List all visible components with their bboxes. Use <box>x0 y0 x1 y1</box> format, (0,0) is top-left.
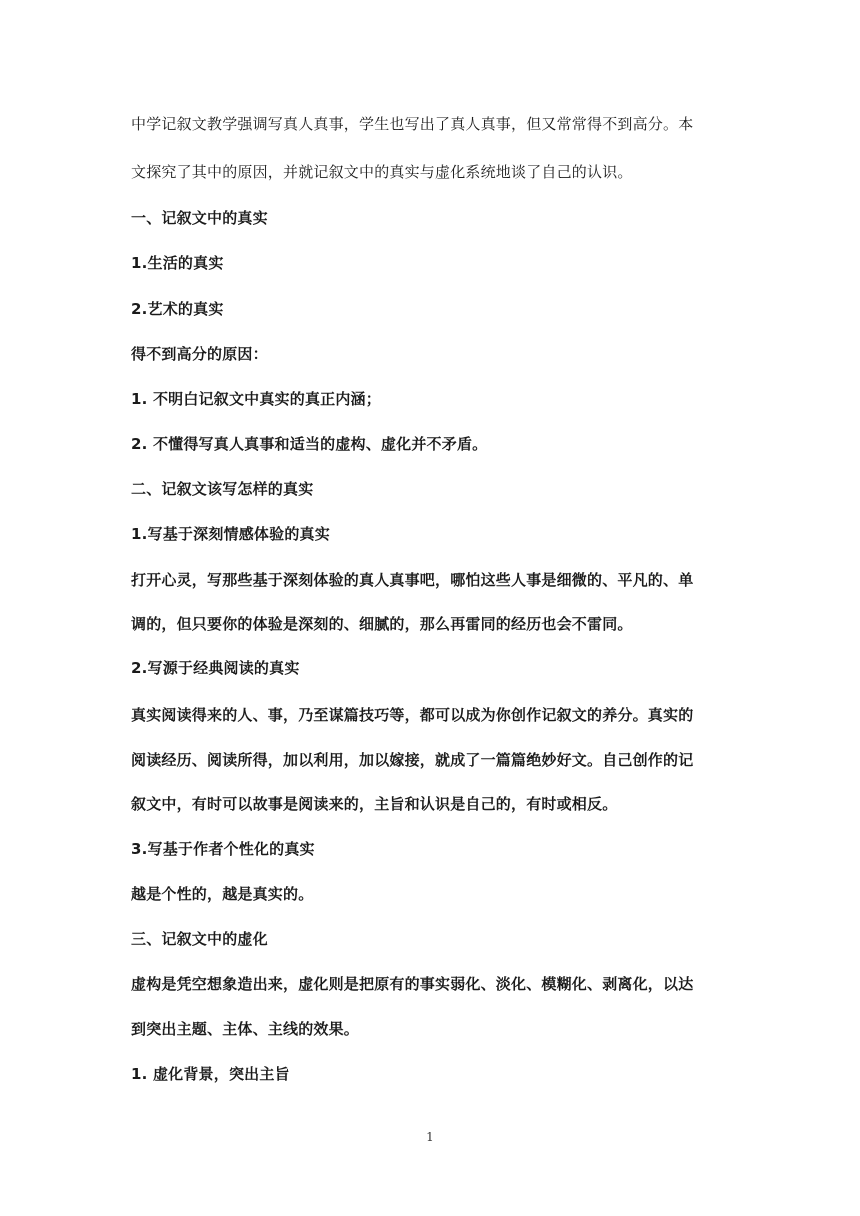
subheading-art-truth: 2.艺术的真实 <box>131 300 224 318</box>
paragraph-virtual-line-1: 虚构是凭空想象造出来，虚化则是把原有的事实弱化、淡化、模糊化、剥离化，以达 <box>131 975 694 993</box>
reason-item-2: 2. 不懂得写真人真事和适当的虚构、虚化并不矛盾。 <box>131 435 488 453</box>
subheading-emotion: 1.写基于深刻情感体验的真实 <box>131 525 330 543</box>
subheading-reading: 2.写源于经典阅读的真实 <box>131 659 300 677</box>
paragraph-emotion-line-1: 打开心灵，写那些基于深刻体验的真人真事吧，哪怕这些人事是细微的、平凡的、单 <box>131 571 694 589</box>
paragraph-reading-line-2: 阅读经历、阅读所得，加以利用，加以嫁接，就成了一篇篇绝妙好文。自己创作的记 <box>131 751 694 769</box>
reason-item-1: 1. 不明白记叙文中真实的真正内涵； <box>131 390 381 408</box>
subheading-personal: 3.写基于作者个性化的真实 <box>131 840 315 858</box>
subheading-background: 1. 虚化背景，突出主旨 <box>131 1065 290 1083</box>
subheading-life-truth: 1.生活的真实 <box>131 254 224 272</box>
section-heading-1: 一、记叙文中的真实 <box>131 209 268 227</box>
paragraph-line-2: 文探究了其中的原因，并就记叙文中的真实与虚化系统地谈了自己的认识。 <box>131 163 633 181</box>
section-heading-3: 三、记叙文中的虚化 <box>131 930 268 948</box>
paragraph-reading-line-1: 真实阅读得来的人、事，乃至谋篇技巧等，都可以成为你创作记叙文的养分。真实的 <box>131 706 694 724</box>
page-number: 1 <box>426 1130 434 1144</box>
paragraph-reading-line-3: 叙文中，有时可以故事是阅读来的，主旨和认识是自己的，有时或相反。 <box>131 795 618 813</box>
reasons-heading: 得不到高分的原因： <box>131 345 268 363</box>
paragraph-emotion-line-2: 调的，但只要你的体验是深刻的、细腻的，那么再雷同的经历也会不雷同。 <box>131 615 633 633</box>
section-heading-2: 二、记叙文该写怎样的真实 <box>131 480 314 498</box>
paragraph-personal: 越是个性的，越是真实的。 <box>131 885 314 903</box>
paragraph-virtual-line-2: 到突出主题、主体、主线的效果。 <box>131 1020 360 1038</box>
paragraph-line-1: 中学记叙文教学强调写真人真事，学生也写出了真人真事，但又常常得不到高分。本 <box>131 115 694 133</box>
